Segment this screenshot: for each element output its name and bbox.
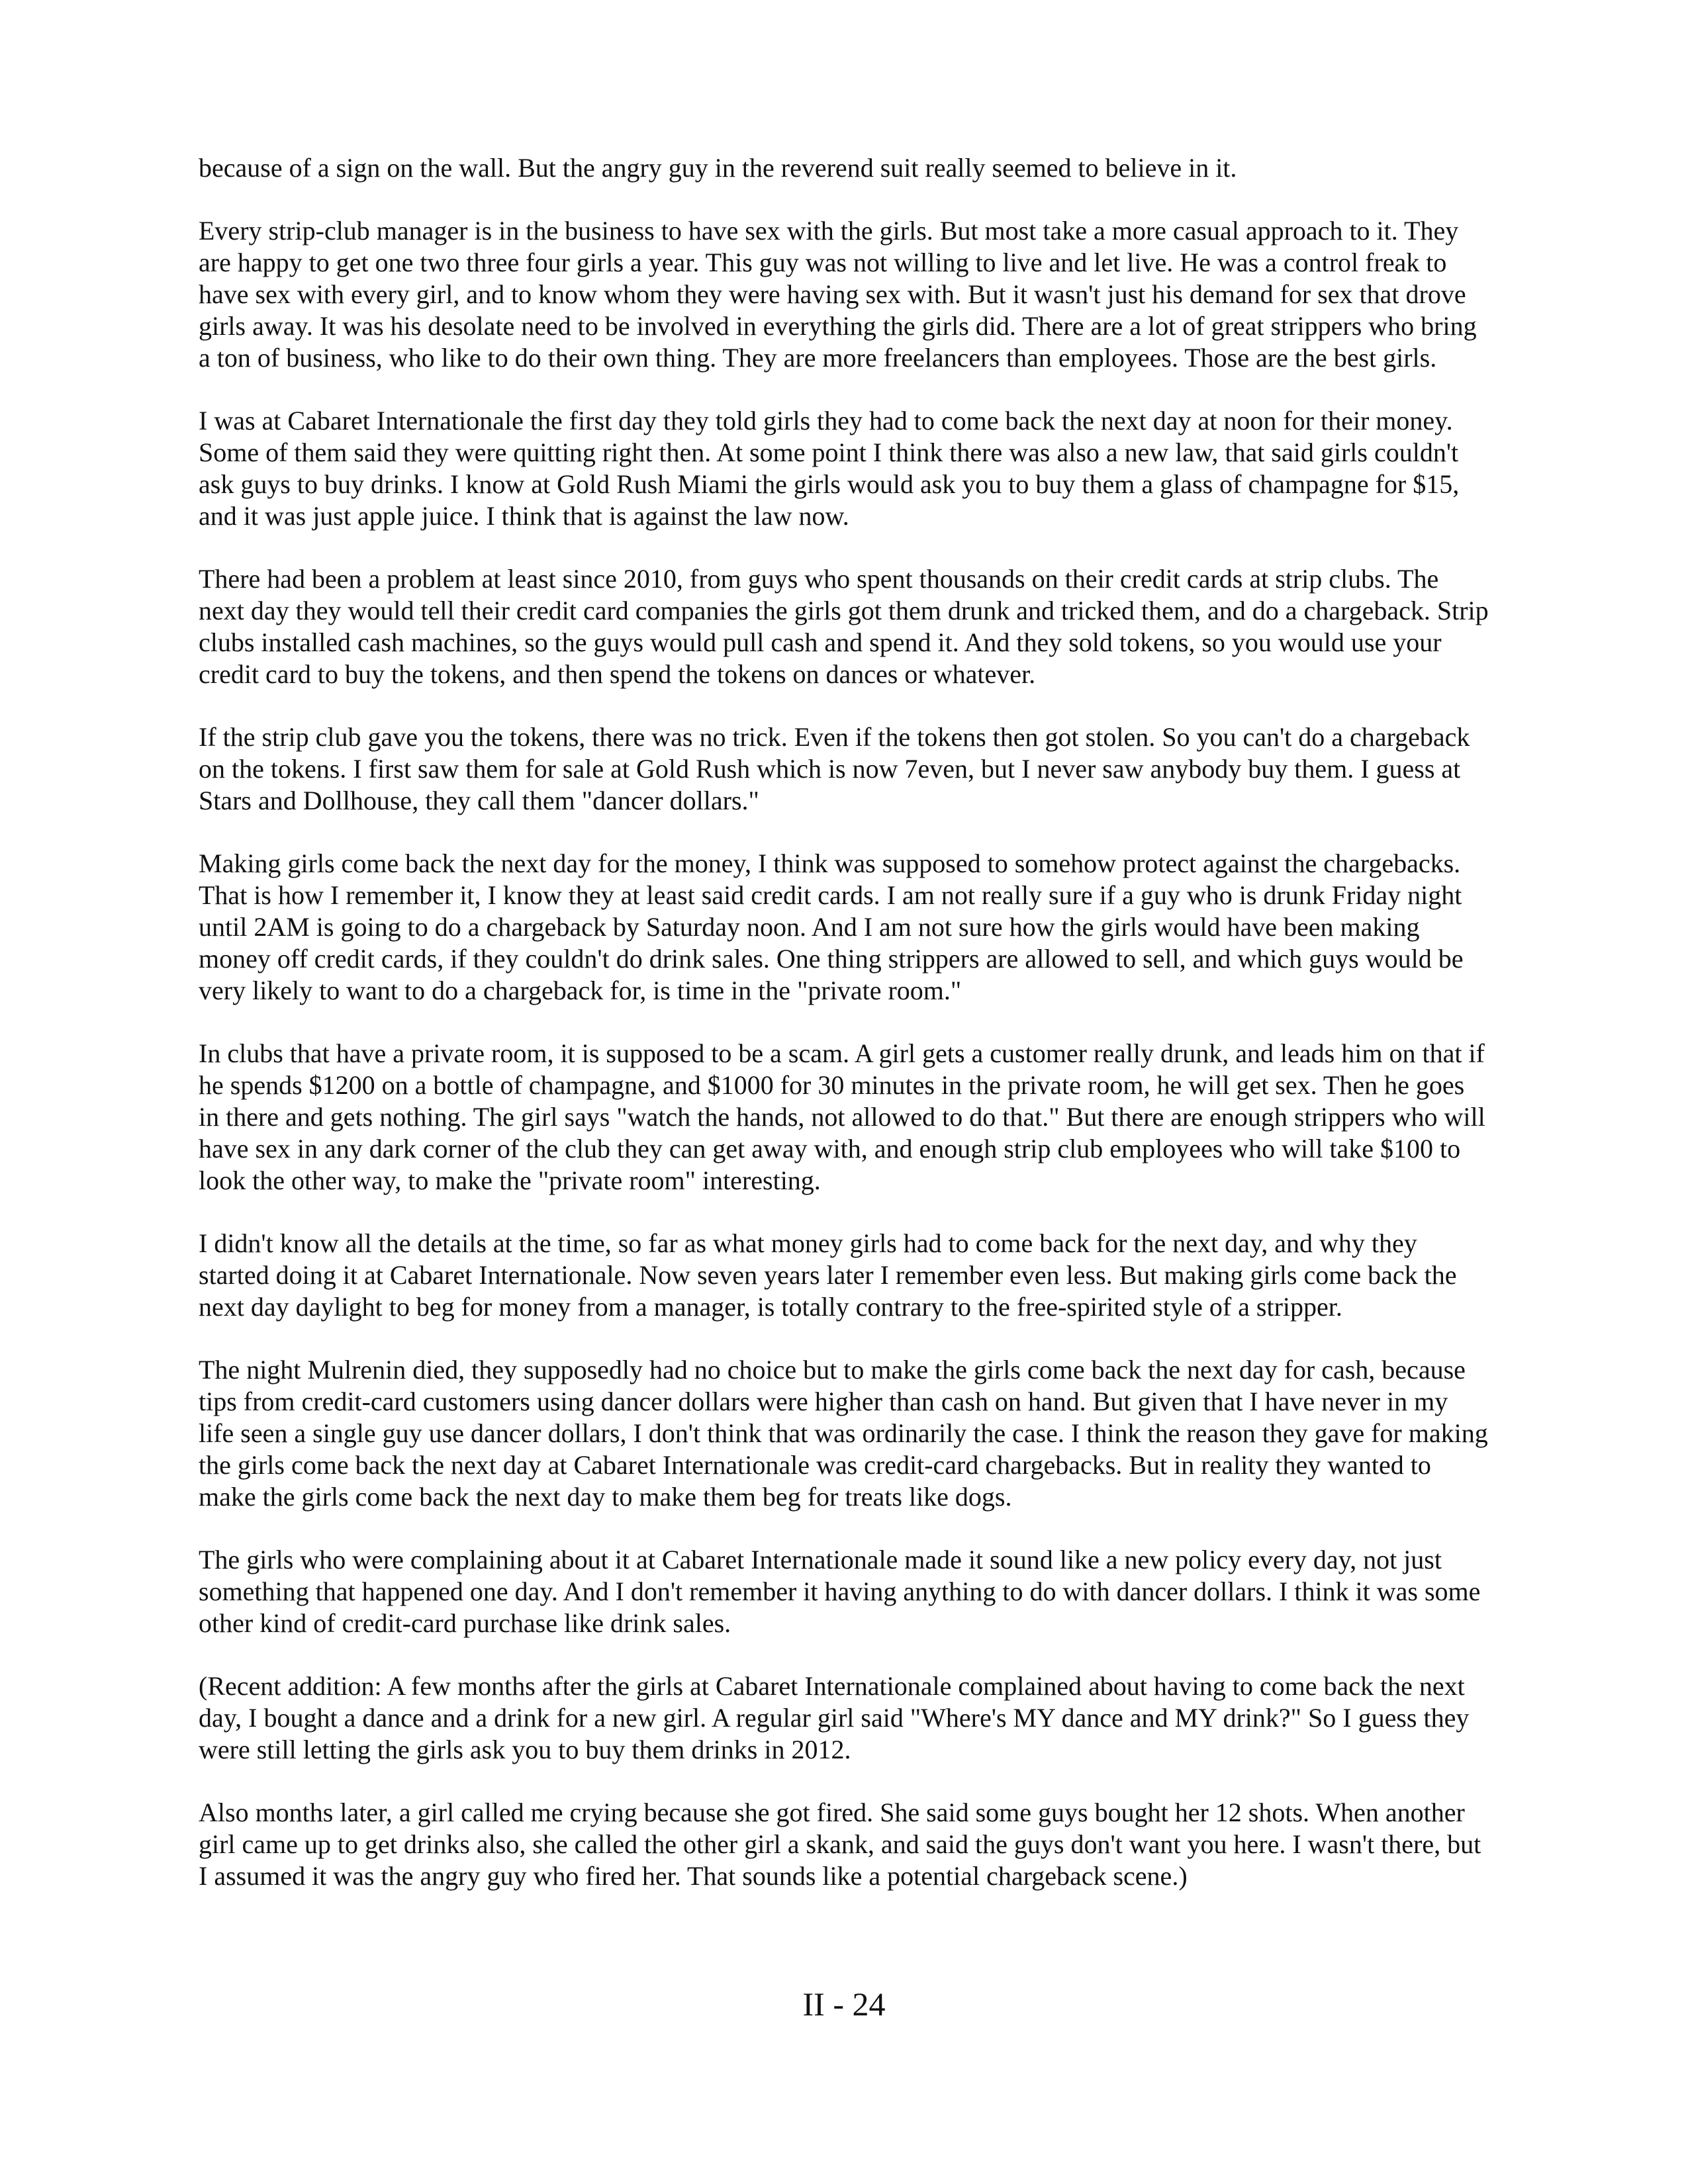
paragraph: Also months later, a girl called me crying because she got fired. She said some guys bought her 12 shots. When another girl came up to get drinks also, she called the other girl a skank, and said the guys don't want you here. I wasn't there, but I assumed it was the angry guy who fired her. That sounds like a potential chargeback scene.) bbox=[199, 1797, 1481, 1891]
paragraph: The girls who were complaining about it at Cabaret Internationale made it sound like a new policy every day, not just something that happened one day. And I don't remember it having anything to do with dancer dollars. I think it was some other kind of credit-card purchase like drink sales. bbox=[199, 1545, 1481, 1638]
page-number: II - 24 bbox=[802, 1985, 886, 2023]
paragraph: In clubs that have a private room, it is supposed to be a scam. A girl gets a customer really drunk, and leads him on that if he spends $1200 on a bottle of champagne, and $1000 for 30 minutes in the private room, he will get sex. Then he goes in there and gets nothing. The girl says "watch the hands, not allowed to do that." But there are enough strippers who will have sex in any dark corner of the club they can get away with, and enough strip club employees who will take $100 to look the other way, to make the "private room" interesting. bbox=[199, 1038, 1485, 1195]
paragraph: Making girls come back the next day for the money, I think was supposed to somehow protect against the chargebacks. That is how I remember it, I know they at least said credit cards. I am not really sure if a guy who is drunk Friday night until 2AM is going to do a chargeback by Saturday noon. And I am not sure how the girls would have been making money off credit cards, if they couldn't do drink sales. One thing strippers are allowed to sell, and which guys would be very likely to want to do a chargeback for, is time in the "private room." bbox=[199, 848, 1464, 1005]
paragraph: The night Mulrenin died, they supposedly had no choice but to make the girls come back the next day for cash, because tips from credit-card customers using dancer dollars were higher than cash on hand. But given that I have never in my life seen a single guy use dancer dollars, I don't think that was ordinarily the case. I think the reason they gave for making the girls come back the next day at Cabaret Internationale was credit-card chargebacks. But in reality they wanted to make the girls come back the next day to make them beg for treats like dogs. bbox=[199, 1355, 1488, 1512]
paragraph: There had been a problem at least since 2010, from guys who spent thousands on their credit cards at strip clubs. The next day they would tell their credit card companies the girls got them drunk and tricked them, and do a chargeback. Strip clubs installed cash machines, so the guys would pull cash and spend it. And they sold tokens, so you would use your credit card to buy the tokens, and then spend the tokens on dances or whatever. bbox=[199, 564, 1489, 689]
body-text bbox=[199, 152, 1489, 1923]
paragraph: If the strip club gave you the tokens, there was no trick. Even if the tokens then got stolen. So you can't do a chargeback on the tokens. I first saw them for sale at Gold Rush which is now 7even, but I never saw anybody buy them. I guess at Stars and Dollhouse, they call them "dancer dollars." bbox=[199, 722, 1470, 815]
paragraph: (Recent addition: A few months after the girls at Cabaret Internationale complained about having to come back the next day, I bought a dance and a drink for a new girl. A regular girl said "Where's MY dance and MY drink?" So I guess they were still letting the girls ask you to buy them drinks in 2012. bbox=[199, 1671, 1470, 1764]
paragraph: I didn't know all the details at the time, so far as what money girls had to come back for the next day, and why they started doing it at Cabaret Internationale. Now seven years later I remember even less. But making girls come back the next day daylight to beg for money from a manager, is totally contrary to the free-spirited style of a stripper. bbox=[199, 1228, 1457, 1322]
paragraph: because of a sign on the wall. But the angry guy in the reverend suit really seemed to believe in it. bbox=[199, 153, 1237, 183]
paragraph: Every strip-club manager is in the business to have sex with the girls. But most take a more casual approach to it. They are happy to get one two three four girls a year. This guy was not willing to live and let live. He was a control freak to have sex with every girl, and to know whom they were having sex with. But it wasn't just his demand for sex that drove girls away. It was his desolate need to be involved in everything the girls did. There are a lot of great strippers who bring a ton of business, who like to do their own thing. They are more freelancers than employees. Those are the best girls. bbox=[199, 216, 1477, 373]
paragraph: I was at Cabaret Internationale the first day they told girls they had to come back the next day at noon for their money. Some of them said they were quitting right then. At some point I think there was also a new law, that said girls couldn't ask guys to buy drinks. I know at Gold Rush Miami the girls would ask you to buy them a glass of champagne for $15, and it was just apple juice. I think that is against the law now. bbox=[199, 406, 1460, 531]
